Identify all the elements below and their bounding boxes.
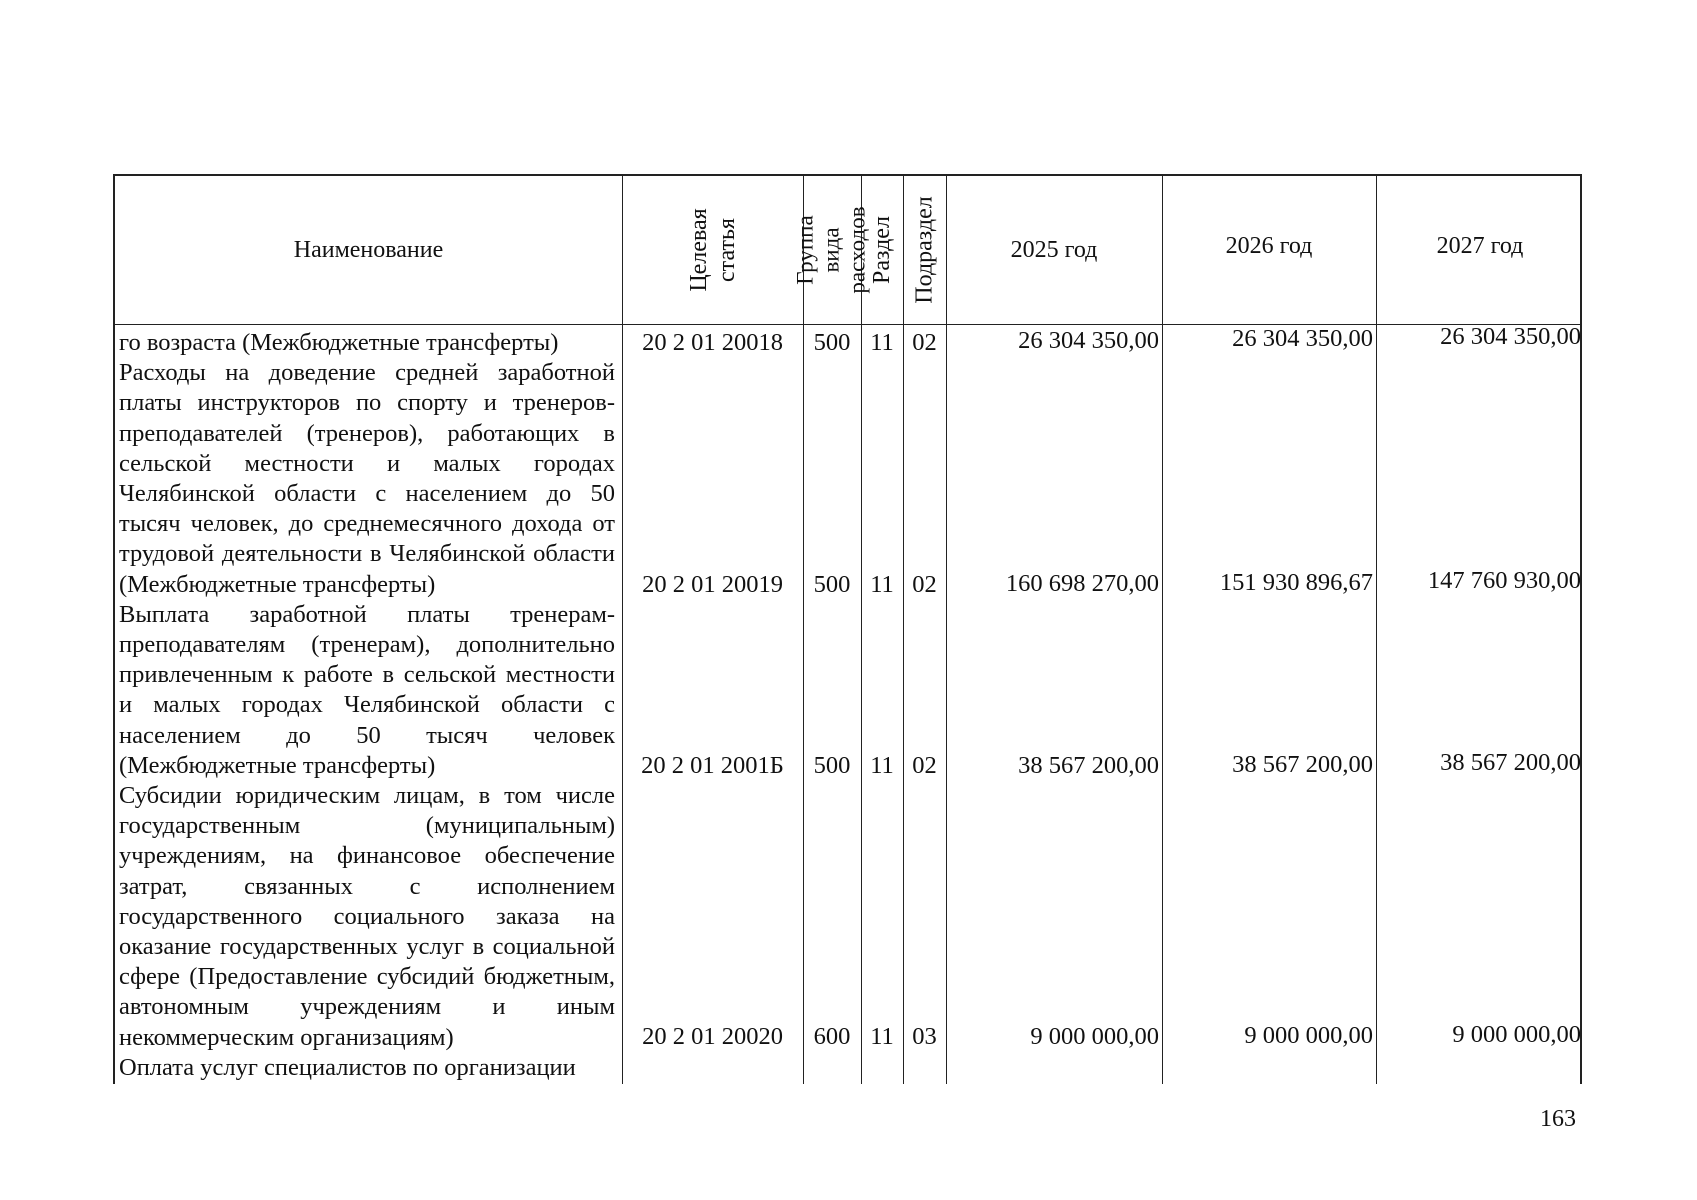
row-name: Расходы на доведение средней заработной платы инструкторов по спорту и тренеров-преподавателей (тренеров), работающих в сельской местности и малых городах Челябинской области с населением до 50 тысяч человек, до среднемесячного дохода от трудовой деятельности в Челябинской области (Межбюджетные трансферты) bbox=[119, 359, 615, 598]
header-2025: 2025 год bbox=[1010, 237, 1098, 263]
cell-section: 11 bbox=[870, 571, 894, 598]
cell-target: 20 2 01 2001Б bbox=[641, 752, 784, 779]
budget-table bbox=[113, 174, 1582, 1084]
cell-2026: 38 567 200,00 bbox=[1232, 751, 1373, 778]
cell-group: 600 bbox=[813, 1023, 851, 1050]
cell-2027: 26 304 350,00 bbox=[1440, 323, 1581, 350]
row-name: Субсидии юридическим лицам, в том числе государственным (муниципальным) учреждениям, на финансовое обеспечение затрат, связанных с исполнением государственного социального заказа на оказание государственных услуг в социальной сфере (Предоставление субсидий бюджетным, автономным учреждениям и иным некоммерческим организациям) bbox=[119, 782, 615, 1051]
header-target: Целевая статья bbox=[685, 208, 740, 292]
cell-2027: 38 567 200,00 bbox=[1440, 749, 1581, 776]
cell-group: 500 bbox=[813, 752, 851, 779]
header-name: Наименование bbox=[293, 237, 444, 263]
cell-subsection: 02 bbox=[912, 329, 937, 356]
row-name: го возраста (Межбюджетные трансферты) bbox=[119, 329, 559, 356]
cell-target: 20 2 01 20018 bbox=[642, 329, 783, 356]
cell-2026: 26 304 350,00 bbox=[1232, 325, 1373, 352]
cell-group: 500 bbox=[813, 329, 851, 356]
header-2026: 2026 год bbox=[1225, 233, 1313, 259]
cell-2027: 9 000 000,00 bbox=[1452, 1021, 1581, 1048]
cell-2025: 160 698 270,00 bbox=[1005, 570, 1159, 597]
cell-2027: 147 760 930,00 bbox=[1427, 567, 1581, 594]
page-number: 163 bbox=[1540, 1106, 1576, 1132]
cell-subsection: 02 bbox=[912, 752, 937, 779]
header-section: Раздел bbox=[869, 216, 896, 284]
cell-2026: 151 930 896,67 bbox=[1219, 569, 1373, 596]
cell-target: 20 2 01 20020 bbox=[642, 1023, 783, 1050]
cell-2025: 38 567 200,00 bbox=[1018, 752, 1159, 779]
row-name: Выплата заработной платы тренерам-преподавателям (тренерам), дополнительно привлеченным к работе в сельской местности и малых городах Челябинской области с населением до 50 тысяч человек (Межбюджетные трансферты) bbox=[119, 600, 615, 779]
name-column bbox=[119, 328, 615, 1083]
cell-subsection: 02 bbox=[912, 571, 937, 598]
row-name: Оплата услуг специалистов по организации bbox=[119, 1053, 576, 1081]
header-2027: 2027 год bbox=[1436, 233, 1524, 259]
cell-2026: 9 000 000,00 bbox=[1244, 1022, 1373, 1049]
cell-section: 11 bbox=[870, 1023, 894, 1050]
header-group: Группа вида расходов bbox=[793, 206, 871, 294]
cell-target: 20 2 01 20019 bbox=[642, 571, 783, 598]
cell-group: 500 bbox=[813, 571, 851, 598]
cell-section: 11 bbox=[870, 752, 894, 779]
cell-section: 11 bbox=[870, 329, 894, 356]
cell-subsection: 03 bbox=[912, 1023, 937, 1050]
cell-2025: 9 000 000,00 bbox=[1030, 1023, 1159, 1050]
header-subsection: Подраздел bbox=[911, 196, 938, 304]
cell-2025: 26 304 350,00 bbox=[1018, 327, 1159, 354]
